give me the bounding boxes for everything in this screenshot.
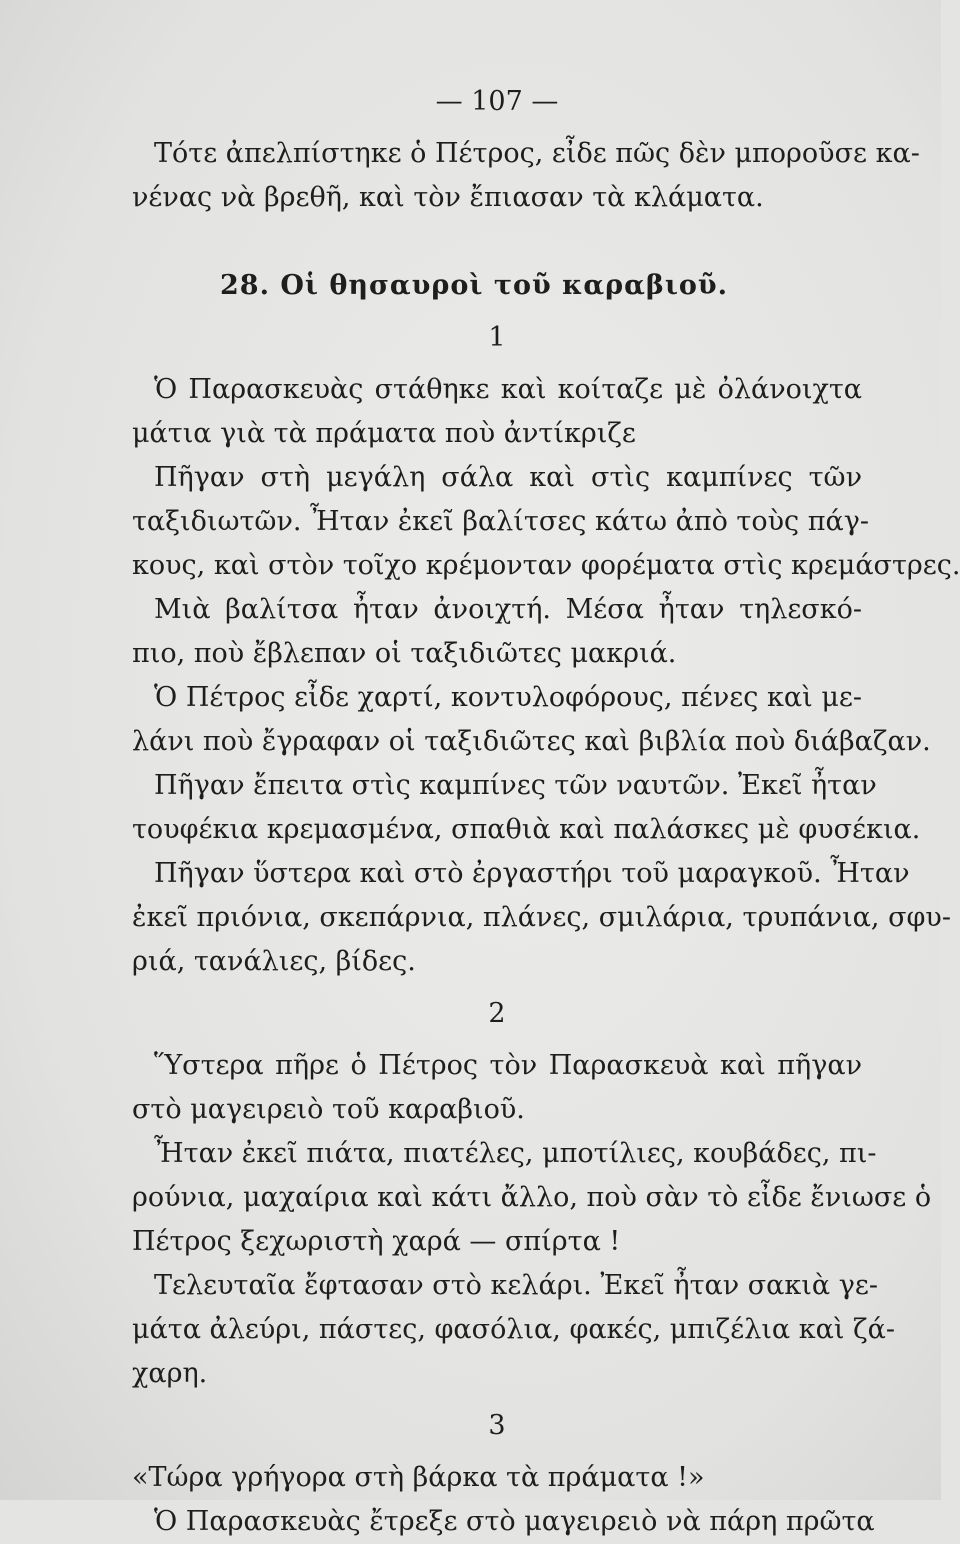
text-line: ταξιδιωτῶν. Ἦταν ἐκεῖ βαλίτσες κάτω ἀπὸ τοὺς πάγ- [132, 506, 869, 537]
text-line: Τελευταῖα ἔφτασαν στὸ κελάρι. Ἐκεῖ ἦταν σακιὰ γε- [154, 1270, 878, 1301]
text-line: Ἦταν ἐκεῖ πιάτα, πιατέλες, μποτίλιες, κουβάδες, πι- [154, 1138, 877, 1169]
text-line: Τότε ἀπελπίστηκε ὁ Πέτρος, εἶδε πῶς δὲν μποροῦσε κα- [154, 138, 920, 169]
chapter-title: 28. Οἱ θησαυροὶ τοῦ καραβιοῦ. [220, 270, 729, 301]
page-number: — 107 — [435, 86, 559, 117]
text-line: Πῆγαν ὕστερα καὶ στὸ ἐργαστήρι τοῦ μαραγκοῦ. Ἦταν [154, 858, 910, 889]
text-line: Ὕστερα πῆρε ὁ Πέτρος τὸν Παρασκευὰ καὶ πῆγαν [154, 1050, 862, 1081]
text-line: Ὁ Πέτρος εἶδε χαρτί, κοντυλοφόρους, πένες καὶ με- [154, 682, 862, 713]
text-line: «Τώρα γρήγορα στὴ βάρκα τὰ πράματα !» [132, 1462, 705, 1493]
text-line: μάτα ἀλεύρι, πάστες, φασόλια, φακές, μπιζέλια καὶ ζά- [132, 1314, 896, 1345]
text-line: ρούνια, μαχαίρια καὶ κάτι ἄλλο, ποὺ σὰν τὸ εἶδε ἔνιωσε ὁ [132, 1182, 932, 1213]
text-line: Πέτρος ξεχωριστὴ χαρά — σπίρτα ! [132, 1226, 621, 1257]
text-line: μάτια γιὰ τὰ πράματα ποὺ ἀντίκριζε [132, 418, 636, 449]
section-number: 3 [488, 1410, 506, 1441]
text-line: Ὁ Παρασκευὰς στάθηκε καὶ κοίταζε μὲ ὀλάνοιχτα [154, 374, 862, 405]
text-line: ἐκεῖ πριόνια, σκεπάρνια, πλάνες, σμιλάρια, τρυπάνια, σφυ- [132, 902, 951, 933]
text-line: Μιὰ βαλίτσα ἦταν ἀνοιχτή. Μέσα ἦταν τηλεσκό- [154, 594, 862, 625]
text-line: νένας νὰ βρεθῆ, καὶ τὸν ἔπιασαν τὰ κλάματα. [132, 182, 764, 213]
text-line: στὸ μαγειρειὸ τοῦ καραβιοῦ. [132, 1094, 525, 1125]
text-line: ριά, τανάλιες, βίδες. [132, 946, 416, 977]
text-line: χαρη. [132, 1358, 208, 1389]
text-line: κους, καὶ στὸν τοῖχο κρέμονταν φορέματα στὶς κρεμάστρες. [132, 550, 960, 581]
text-line: Πῆγαν ἔπειτα στὶς καμπίνες τῶν ναυτῶν. Ἐκεῖ ἦταν [154, 770, 877, 801]
section-number: 1 [488, 322, 506, 353]
text-line: Ὁ Παρασκευὰς ἔτρεξε στὸ μαγειρειὸ νὰ πάρη πρῶτα [154, 1506, 875, 1537]
text-line: λάνι ποὺ ἔγραφαν οἱ ταξιδιῶτες καὶ βιβλία ποὺ διάβαζαν. [132, 726, 931, 757]
section-number: 2 [488, 998, 506, 1029]
text-line: Πῆγαν στὴ μεγάλη σάλα καὶ στὶς καμπίνες τῶν [154, 462, 862, 493]
text-line: τουφέκια κρεμασμένα, σπαθιὰ καὶ παλάσκες μὲ φυσέκια. [132, 814, 921, 845]
page-text [132, 80, 960, 1544]
text-line: πιο, ποὺ ἔβλεπαν οἱ ταξιδιῶτες μακριά. [132, 638, 677, 669]
